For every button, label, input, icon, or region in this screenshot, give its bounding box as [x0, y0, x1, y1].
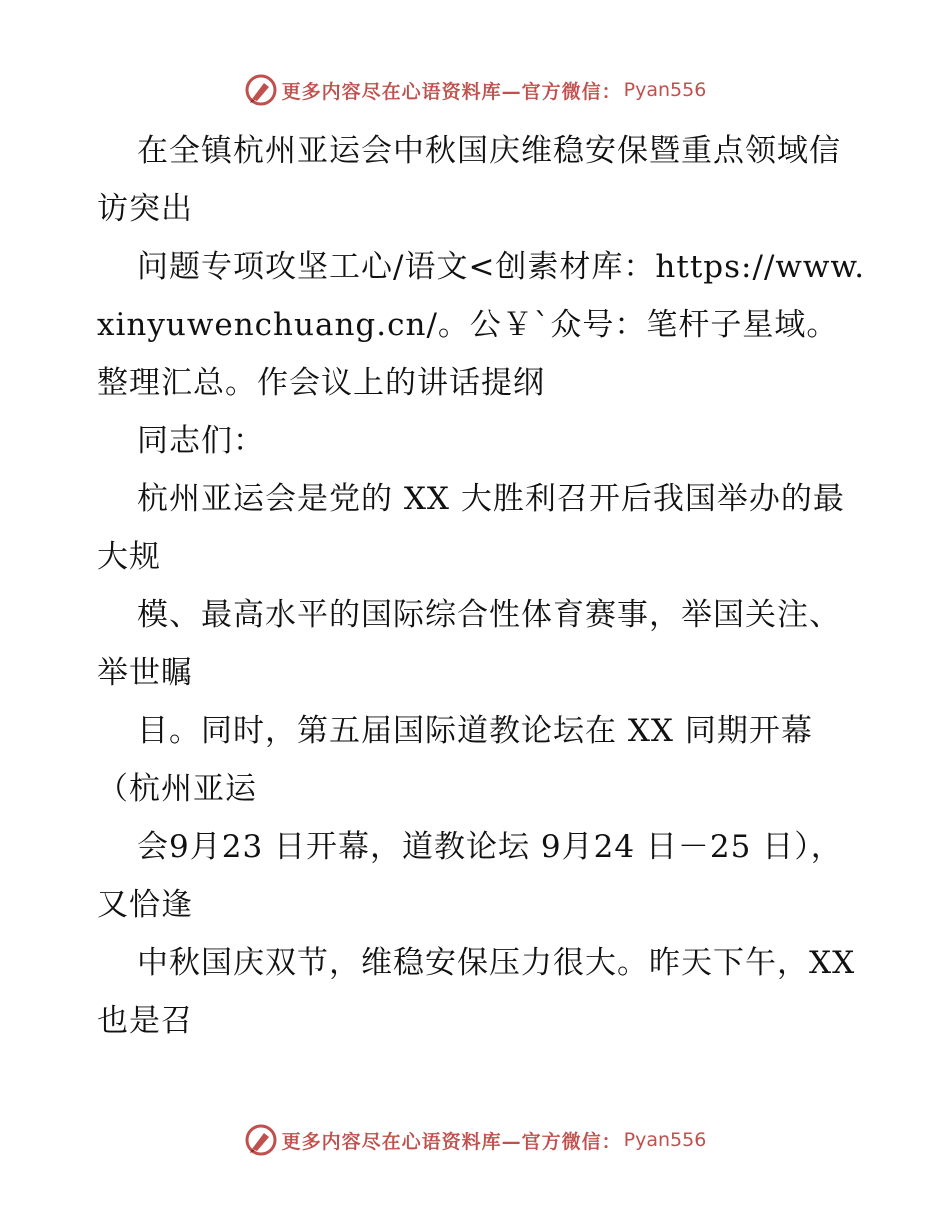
paragraph: 模、最高水平的国际综合性体育赛事，举国关注、举世瞩 — [97, 597, 841, 691]
footer-watermark-text: 更多内容尽在心语资料库—官方微信： — [281, 1130, 622, 1153]
header-contact: Pyan556 — [623, 79, 707, 101]
paragraph: 会9月23 日开幕，道教论坛 9月24 日－25 日），又恰逢 — [97, 829, 843, 923]
header-watermark-text: 更多内容尽在心语资料库—官方微信： — [281, 80, 622, 103]
paragraph: 中秋国庆双节，维稳安保压力很大。昨天下午，XX 也是召 — [97, 945, 866, 1039]
footer-contact: Pyan556 — [623, 1129, 707, 1151]
paragraph: 杭州亚运会是党的 XX 大胜利召开后我国举办的最大规 — [97, 481, 845, 575]
document-body — [97, 122, 867, 1050]
paragraph: 目。同时，第五届国际道教论坛在 XX 同期开幕（杭州亚运 — [97, 713, 813, 807]
header-watermark — [0, 70, 950, 110]
footer-watermark — [0, 1120, 950, 1160]
paragraph: 问题专项攻坚工心/语文<创素材库：https://www.xinyuwenchuang.cn/。公￥`众号：笔杆子星域。整理汇总。作会议上的讲话提纲 — [97, 249, 866, 401]
paragraph: 同志们： — [137, 423, 265, 459]
pen-logo-icon — [244, 73, 278, 107]
paragraph: 在全镇杭州亚运会中秋国庆维稳安保暨重点领域信访突出 — [97, 133, 841, 227]
pen-logo-icon — [244, 1123, 278, 1157]
